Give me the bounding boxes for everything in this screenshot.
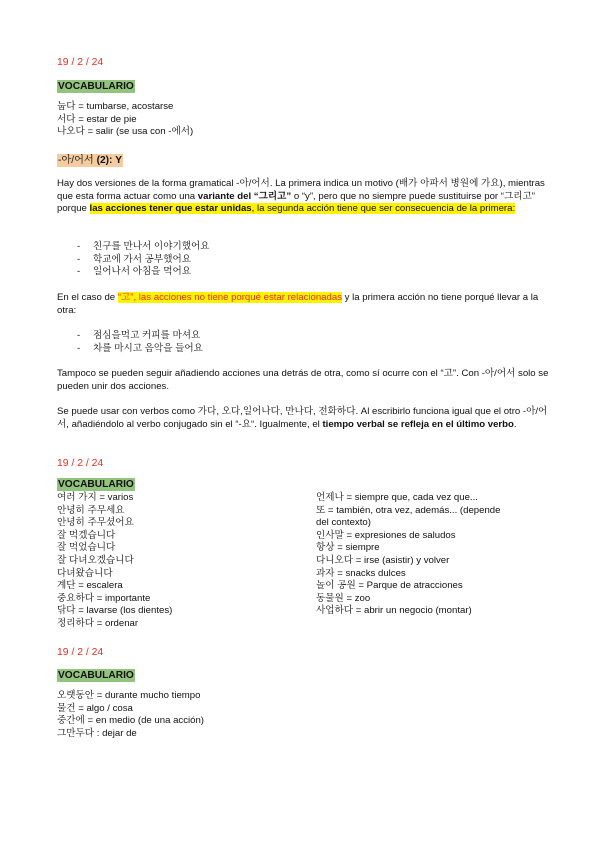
vocab-header-2-label: VOCABULARIO: [58, 479, 134, 490]
date-1: 19 / 2 / 24: [57, 57, 104, 68]
vocab-list-1: [57, 101, 549, 139]
vocab-line: 물건 = algo / cosa: [57, 702, 133, 714]
examples-list-2: [57, 330, 549, 355]
vocab-list-3: [57, 690, 549, 740]
paragraph-4-bold: tiempo verbal se refleja en el último verbo: [322, 418, 514, 430]
vocab-header-3: [57, 669, 549, 682]
vocab-line: 그만두다 : dejar de: [57, 727, 137, 739]
vocab-header-1-label: VOCABULARIO: [58, 81, 134, 92]
paragraph-1-text-a: Hay dos versiones de la forma gramatical -아/어서. La primera indica un motivo (배가 아파서 병원에 가요), mientras que esta forma actuar como una: [57, 178, 545, 202]
vocab-line: 과자 = snacks dulces: [316, 567, 406, 579]
grammar-header-a: -아/어서: [58, 155, 97, 166]
paragraph-2-highlight: “고”, las acciones no tiene porqué estar relacionadas: [117, 292, 342, 303]
vocab-line: 닦다 = lavarse (los dientes): [57, 605, 173, 617]
vocab-line: 다니오다 = irse (asistir) y volver: [316, 554, 450, 566]
paragraph-1-highlight: , la segunda acción tiene que ser consecuencia de la primera:: [251, 203, 516, 215]
vocab-line: 오랫동안 = durante mucho tiempo: [57, 690, 201, 701]
paragraph-1-bold: variante del “그리고”: [197, 190, 292, 202]
date-2: 19 / 2 / 24: [57, 458, 104, 469]
paragraph-1-text-b: o “y”, pero que no siempre puede sustituirse por “그리고” porque: [57, 190, 535, 215]
vocab-line: 계단 = escalera: [57, 580, 123, 592]
date-3: 19 / 2 / 24: [57, 647, 104, 658]
vocab-column-left: [57, 492, 307, 631]
vocab-line: 동물원 = zoo: [316, 592, 371, 604]
vocab-line: 나오다 = salir (se usa con -에서): [57, 126, 194, 138]
vocab-line: 사업하다 = abrir un negocio (montar): [316, 605, 472, 617]
grammar-header-b: (2): Y: [96, 155, 123, 166]
vocab-line: 안녕히 주무세요: [57, 504, 125, 516]
vocab-two-column: [57, 492, 549, 642]
vocab-line: 중간에 = en medio (de una acción): [57, 715, 204, 727]
vocab-line: 인사말 = expresiones de saludos: [316, 529, 456, 541]
vocab-line: 놀이 공원 = Parque de atracciones: [316, 580, 463, 592]
vocab-line: 잘 먹겠습니다: [57, 529, 116, 541]
vocab-line: 언제나 = siempre que, cada vez que...: [316, 492, 478, 503]
vocab-line: 잘 다녀오겠습니다: [57, 554, 134, 566]
vocab-line: 서다 = estar de pie: [57, 113, 137, 125]
paragraph-4: [57, 406, 549, 431]
vocab-line: del contexto): [316, 517, 371, 529]
grammar-header-label: [57, 154, 123, 167]
examples-list-1: [57, 241, 549, 279]
vocab-line: 또 = también, otra vez, además... (depende: [316, 504, 501, 516]
vocab-line: 눕다 = tumbarse, acostarse: [57, 101, 174, 112]
grammar-header: [57, 154, 549, 167]
paragraph-1-highlight-bold: las acciones tener que estar unidas: [89, 203, 252, 215]
paragraph-2-text-a: En el caso de: [57, 292, 118, 303]
vocab-line: 항상 = siempre: [316, 542, 380, 554]
list-item: - 일어나서 아침을 먹어요: [57, 266, 549, 279]
list-item: - 학교에 가서 공부했어요: [57, 254, 549, 267]
vocab-line: 중요하다 = importante: [57, 592, 151, 604]
vocab-header-3-label: VOCABULARIO: [58, 670, 134, 681]
vocab-column-right: [316, 492, 549, 618]
paragraph-2-text-b: y la primera acción no tiene porqué llevar a la otra:: [57, 292, 539, 316]
list-item: - 점심을먹고 커피를 마셔요: [57, 330, 549, 343]
vocab-line: 여러 가지 = varios: [57, 492, 134, 503]
vocab-header-1: [57, 80, 549, 93]
vocab-line: 잘 먹었습니다: [57, 542, 116, 554]
paragraph-4-text-b: .: [513, 418, 517, 430]
paragraph-4-text-a: Se puede usar con verbos como 가다, 오다,일어나다, 만나다, 전화하다. Al escribirlo funciona igual que el otro -아/어서, añadiéndolo al verbo conjugado sin el “-요“. Igualmente, el: [57, 406, 548, 430]
vocab-header-2: [57, 478, 549, 491]
paragraph-1: [57, 178, 549, 216]
paragraph-2: [57, 292, 549, 317]
vocab-line: 정리하다 = ordenar: [57, 617, 139, 629]
list-item: - 친구를 만나서 이야기했어요: [57, 241, 549, 254]
vocab-line: 다녀왔습니다: [57, 567, 113, 579]
list-item: - 차를 마시고 음악을 들어요: [57, 343, 549, 356]
paragraph-3: Tampoco se pueden seguir añadiendo acciones una detrás de otra, como sí ocurre con el “고”. Con -아/어서 solo se pueden unir dos acciones.: [57, 368, 549, 392]
vocab-line: 안녕히 주무셨어요: [57, 517, 134, 529]
